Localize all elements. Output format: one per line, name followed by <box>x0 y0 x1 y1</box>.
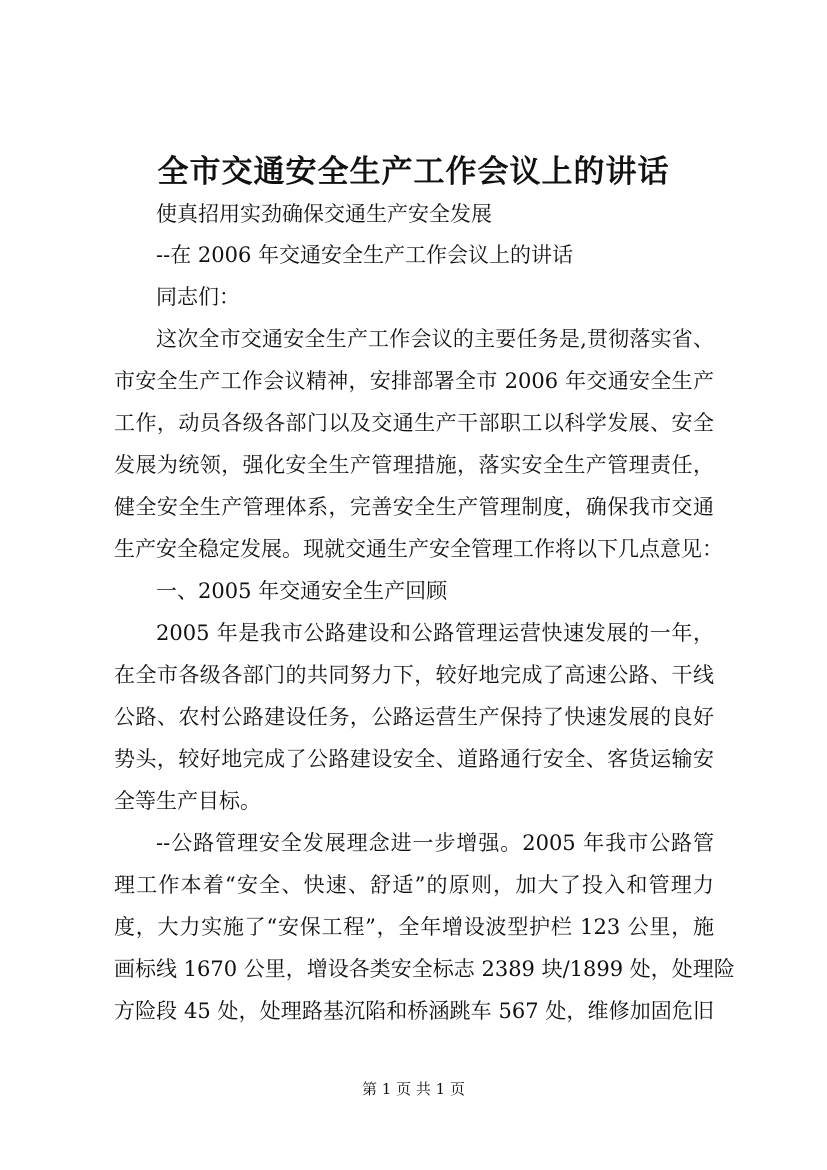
paragraph-1-line: 这次全市交通安全生产工作会议的主要任务是,贯彻落实省、 <box>156 327 714 351</box>
document-subtitle: 使真招用实劲确保交通生产安全发展 <box>156 202 492 226</box>
paragraph-2-line: 势头，较好地完成了公路建设安全、道路通行安全、客货运输安 <box>114 747 714 771</box>
paragraph-2-line: 在全市各级各部门的共同努力下，较好地完成了高速公路、干线 <box>114 663 714 687</box>
paragraph-3-line: --公路管理安全发展理念进一步增强。2005 年我市公路管 <box>156 831 714 855</box>
document-byline: --在 2006 年交通安全生产工作会议上的讲话 <box>156 243 573 267</box>
document-title: 全市交通安全生产工作会议上的讲话 <box>157 154 670 190</box>
salutation: 同志们： <box>156 285 240 309</box>
paragraph-2-line: 全等生产目标。 <box>114 789 261 813</box>
page-footer: 第 1 页 共 1 页 <box>362 1080 465 1098</box>
paragraph-3-line: 方险段 45 处，处理路基沉陷和桥涵跳车 567 处，维修加固危旧 <box>114 999 714 1023</box>
paragraph-2-line: 公路、农村公路建设任务，公路运营生产保持了快速发展的良好 <box>114 705 714 729</box>
section-heading: 一、2005 年交通安全生产回顾 <box>156 579 448 603</box>
paragraph-1-line: 市安全生产工作会议精神，安排部署全市 2006 年交通安全生产 <box>114 369 714 393</box>
paragraph-1-line: 健全安全生产管理体系，完善安全生产管理制度，确保我市交通 <box>114 495 714 519</box>
paragraph-1-line: 发展为统领，强化安全生产管理措施，落实安全生产管理责任， <box>114 453 714 477</box>
paragraph-3-line: 画标线 1670 公里，增设各类安全标志 2389 块/1899 处，处理险 <box>114 957 735 981</box>
paragraph-2-line: 2005 年是我市公路建设和公路管理运营快速发展的一年， <box>156 621 714 645</box>
paragraph-1-line: 生产安全稳定发展。现就交通生产安全管理工作将以下几点意见： <box>114 537 723 561</box>
paragraph-3-line: 理工作本着“安全、快速、舒适”的原则，加大了投入和管理力 <box>114 873 714 897</box>
paragraph-1-line: 工作，动员各级各部门以及交通生产干部职工以科学发展、安全 <box>114 411 714 435</box>
paragraph-3-line: 度，大力实施了“安保工程”，全年增设波型护栏 123 公里，施 <box>114 915 714 939</box>
